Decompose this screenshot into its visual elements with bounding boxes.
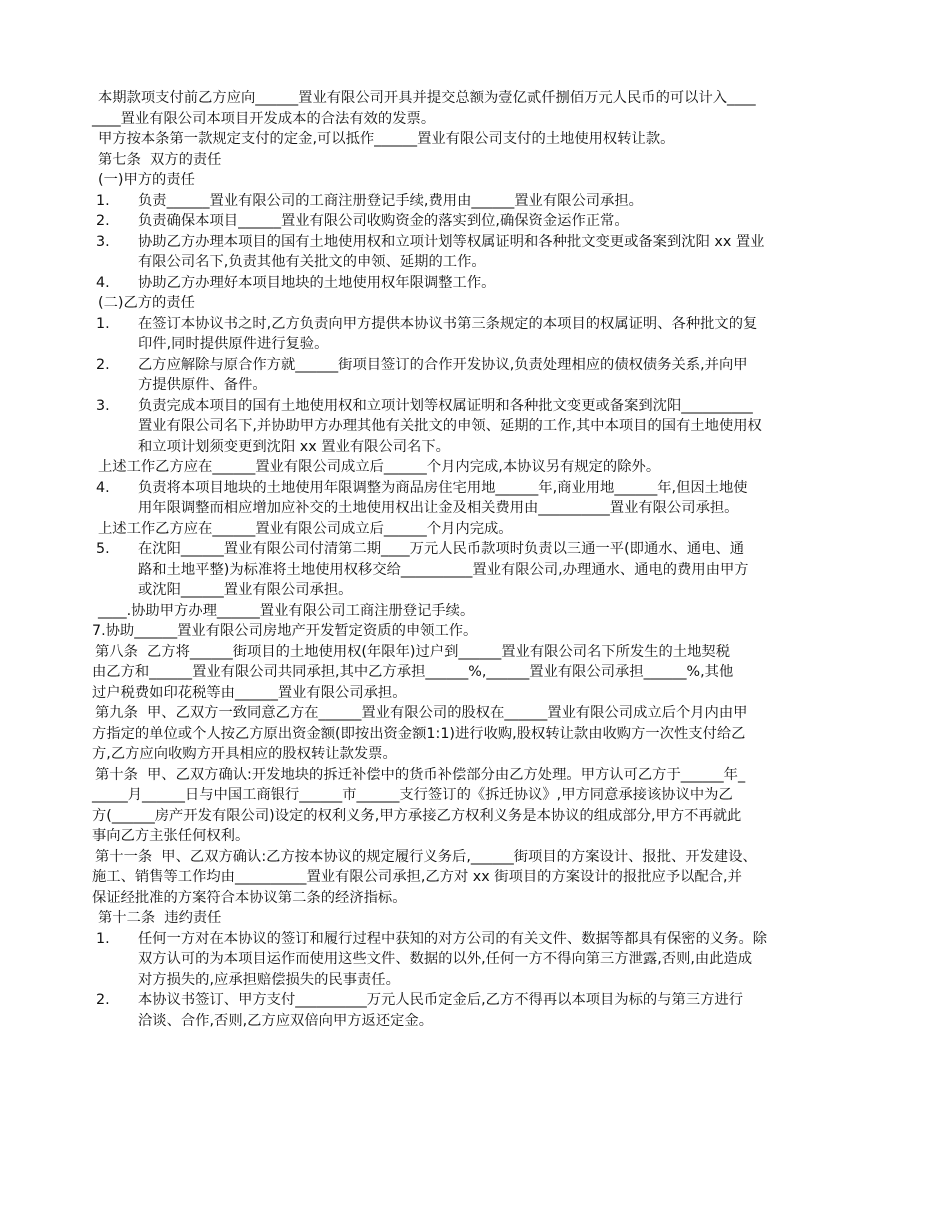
line-text: 在沈阳______置业有限公司付清第二期____万元人民币款项时负责以三通一平(即通水、通电、通 [138, 541, 745, 557]
document-line [0, 232, 950, 253]
line-text: (二)乙方的责任 [98, 295, 195, 311]
document-line [0, 129, 950, 150]
line-text: 负责将本项目地块的土地使用年限调整为商品房住宅用地______年,商业用地______年,但因土地使 [138, 479, 748, 496]
document-line [0, 437, 950, 458]
line-text: 负责完成本项目的国有土地使用权和立项计划等权属证明和各种批文变更或备案到沈阳__________ [138, 397, 753, 414]
line-text: 乙方应解除与原合作方就______街项目签订的合作开发协议,负责处理相应的债权债务关系,并向甲 [138, 356, 748, 373]
line-text: 路和土地平整)为标准将土地使用权移交给__________置业有限公司,办理通水、通电的费用由甲方 [138, 561, 749, 578]
document-line [0, 990, 950, 1011]
line-text: 负责______置业有限公司的工商注册登记手续,费用由______置业有限公司承担。 [138, 192, 643, 209]
line-text: 协助乙方办理好本项目地块的土地使用权年限调整工作。 [138, 274, 496, 291]
line-text: 负责确保本项目______置业有限公司收购资金的落实到位,确保资金运作正常。 [138, 213, 629, 229]
document-line [0, 949, 950, 970]
line-text: _____月______日与中国工商银行______市______支行签订的《拆迁协议》,甲方同意承接该协议中为乙 [92, 787, 733, 803]
line-text: 过户税费如印花税等由______置业有限公司承担。 [92, 684, 407, 701]
line-text: 方(______房产开发有限公司)设定的权利义务,甲方承接乙方权利义务是本协议的组成部分,甲方不再就此 [92, 807, 742, 824]
document-line [0, 908, 950, 929]
document-line [0, 888, 950, 909]
line-text: 由乙方和______置业有限公司共同承担,其中乙方承担______%,______置业有限公司承担______%,其他 [92, 664, 734, 680]
document-line [0, 416, 950, 437]
document-line [0, 621, 950, 642]
document-line [0, 293, 950, 314]
document-line [0, 170, 950, 191]
document-line [0, 252, 950, 273]
line-text: ____置业有限公司本项目开发成本的合法有效的发票。 [92, 110, 436, 127]
line-text: 和立项计划须变更到沈阳 xx 置业有限公司名下。 [138, 438, 450, 455]
line-text: 对方损失的,应承担赔偿损失的民事责任。 [138, 971, 400, 988]
document-line [0, 88, 950, 109]
line-text: 有限公司名下,负责其他有关批文的申领、延期的工作。 [138, 254, 486, 270]
document-line [0, 375, 950, 396]
line-text: 用年限调整而相应增加应补交的土地使用权出让金及相关费用由__________置业有限公司承担。 [138, 500, 739, 516]
line-text: 上述工作乙方应在______置业有限公司成立后______个月内完成。 [98, 520, 513, 537]
document-line [0, 539, 950, 560]
item-number: 2. [96, 356, 110, 373]
item-number: 1. [96, 315, 110, 332]
item-number: 3. [96, 397, 110, 414]
line-text: 洽谈、合作,否则,乙方应双倍向甲方返还定金。 [138, 1012, 434, 1029]
document-line [0, 355, 950, 376]
line-text: 方指定的单位或个人按乙方原出资金额(即按出资金额1:1)进行收购,股权转让款由收购方一次性支付给乙 [92, 725, 746, 742]
document-line [0, 191, 950, 212]
item-number: 4. [96, 479, 110, 496]
line-text: 第十二条 违约责任 [98, 910, 222, 926]
line-text: 本协议书签订、甲方支付__________万元人民币定金后,乙方不得再以本项目为标的与第三方进行 [138, 992, 744, 1008]
line-text: 第十一条 甲、乙双方确认:乙方按本协议的规定履行义务后,______街项目的方案设计、报批、开发建设、 [95, 848, 757, 865]
line-text: 第七条 双方的责任 [98, 151, 222, 168]
document-line [0, 498, 950, 519]
document-line [0, 478, 950, 499]
document-line [0, 1011, 950, 1032]
document-line [0, 806, 950, 827]
line-text: 本期款项支付前乙方应向______置业有限公司开具并提交总额为壹亿贰仟捌佰万元人民币的可以计入____ [98, 90, 756, 106]
document-line [0, 847, 950, 868]
item-number: 1. [96, 930, 110, 947]
item-number: 4. [96, 274, 110, 291]
document-line [0, 662, 950, 683]
document-line [0, 929, 950, 950]
item-number: 2. [96, 213, 110, 229]
line-text: 第九条 甲、乙双方一致同意乙方在______置业有限公司的股权在______置业有限公司成立后个月内由甲 [95, 705, 748, 721]
document-line [0, 826, 950, 847]
line-text: 上述工作乙方应在______置业有限公司成立后______个月内完成,本协议另有规定的除外。 [98, 459, 661, 475]
line-text: 方提供原件、备件。 [138, 377, 267, 393]
line-text: ____.协助甲方办理______置业有限公司工商注册登记手续。 [98, 602, 475, 619]
document-line [0, 683, 950, 704]
document-line [0, 744, 950, 765]
line-text: 保证经批准的方案符合本协议第二条的经济指标。 [92, 889, 407, 906]
document-line [0, 601, 950, 622]
document-line [0, 765, 950, 786]
item-number: 5. [96, 541, 110, 557]
line-text: 7.协助______置业有限公司房地产开发暂定资质的申领工作。 [92, 623, 478, 639]
document-line [0, 519, 950, 540]
document-line [0, 785, 950, 806]
document-line [0, 703, 950, 724]
document-page [0, 88, 950, 1031]
line-text: 第八条 乙方将______街项目的土地使用权(年限年)过户到______置业有限公司名下所发生的土地契税 [95, 643, 731, 660]
line-text: 双方认可的为本项目运作而使用这些文件、数据的以外,任何一方不得向第三方泄露,否则,由此造成 [138, 951, 753, 967]
line-text: 施工、销售等工作均由__________置业有限公司承担,乙方对 xx 街项目的方案设计的报批应予以配合,并 [92, 869, 742, 885]
document-line [0, 396, 950, 417]
line-text: 置业有限公司名下,并协助甲方办理其他有关批文的申领、延期的工作,其中本项目的国有土地使用权 [138, 418, 762, 434]
document-line [0, 211, 950, 232]
document-line [0, 642, 950, 663]
line-text: 印件,同时提供原件进行复验。 [138, 336, 329, 352]
document-line [0, 560, 950, 581]
document-line [0, 580, 950, 601]
item-number: 1. [96, 192, 110, 209]
document-line [0, 150, 950, 171]
line-text: 在签订本协议书之时,乙方负责向甲方提供本协议书第三条规定的本项目的权属证明、各种批文的复 [138, 315, 758, 332]
document-line [0, 273, 950, 294]
line-text: 第十条 甲、乙双方确认:开发地块的拆迁补偿中的货币补偿部分由乙方处理。甲方认可乙方于______年_ [95, 766, 746, 783]
line-text: (一)甲方的责任 [98, 172, 195, 188]
item-number: 2. [96, 992, 110, 1008]
line-text: 事向乙方主张任何权利。 [92, 828, 250, 844]
document-line [0, 867, 950, 888]
document-line [0, 109, 950, 130]
document-line [0, 970, 950, 991]
line-text: 或沈阳______置业有限公司承担。 [138, 582, 353, 598]
line-text: 方,乙方应向收购方开具相应的股权转让款发票。 [92, 746, 397, 762]
document-line [0, 457, 950, 478]
document-line [0, 334, 950, 355]
document-line [0, 314, 950, 335]
line-text: 任何一方对在本协议的签订和履行过程中获知的对方公司的有关文件、数据等都具有保密的义务。除 [138, 930, 768, 947]
item-number: 3. [96, 233, 110, 250]
line-text: 协助乙方办理本项目的国有土地使用权和立项计划等权属证明和各种批文变更或备案到沈阳 xx 置业 [138, 233, 765, 250]
document-line [0, 724, 950, 745]
line-text: 甲方按本条第一款规定支付的定金,可以抵作______置业有限公司支付的土地使用权转让款。 [98, 131, 675, 147]
